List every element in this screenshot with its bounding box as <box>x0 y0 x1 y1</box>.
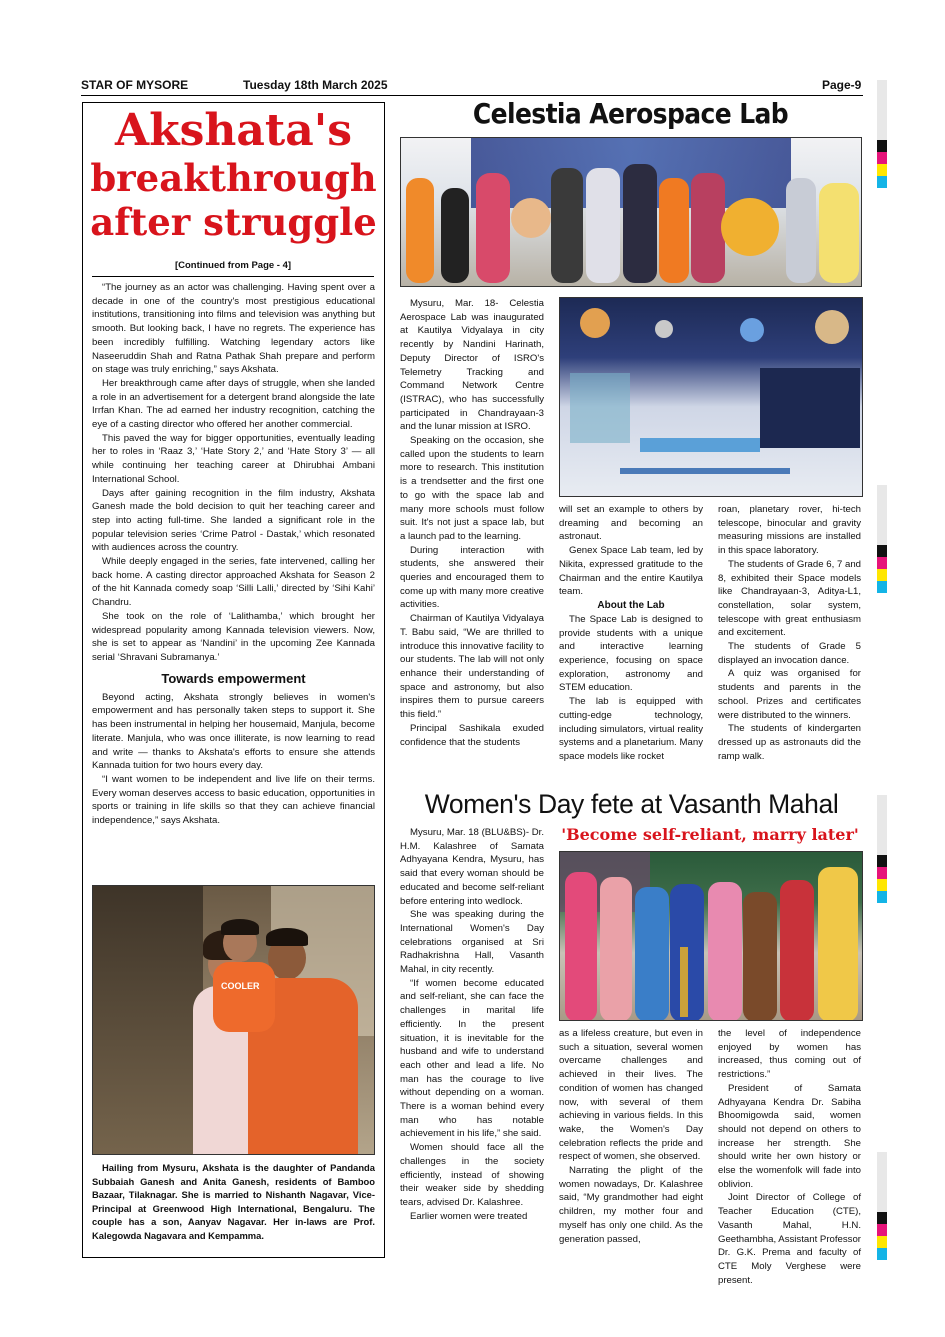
celestia-col2-para-1: will set an example to others by dreaming and becoming an astronaut. <box>559 504 703 543</box>
continued-rule <box>92 276 374 277</box>
womens-col1 <box>400 826 544 1223</box>
womens-col2-para-1: as a lifeless creature, but even in such a situation, several women overcame challenges and achieved in their lives. The condition of women has changed now, with several of them achieving in various fields. In this wake, the Women's Day celebration reflects the pride and respect of women, she observed. <box>559 1028 703 1163</box>
about-lab-subhead: About the Lab <box>597 599 665 611</box>
womens-subheadline: 'Become self-reliant, marry later' <box>561 825 859 844</box>
akshata-para-6: She took on the role of ‘Lalithamba,’ which brought her widespread popularity among Kannada television viewers. Now, she is set to appear as ‘Nandini’ in the upcoming Zee Kannada serial ‘Shravani Subramanya.’ <box>92 610 375 663</box>
registration-strip-middle <box>877 485 887 593</box>
page-number: Page-9 <box>822 78 862 92</box>
akshata-headline-line3: after struggle <box>90 200 377 244</box>
akshata-para-3: This paved the way for bigger opportunities, eventually leading her to roles in ‘Raaz 3,’ ‘Hate Story 2,’ and ‘Hate Story 3’ — all while continuing her teaching career at Dhirubhai Ambani International School. <box>92 432 375 485</box>
womens-day-photo <box>559 851 863 1021</box>
womens-col1-para-1: Mysuru, Mar. 18 (BLU&BS)- Dr. H.M. Kalashree of Samata Adhyayana Kendra, Mysuru, has said that every woman should be educated and become self-reliant before entering into wedlock. <box>400 827 544 907</box>
celestia-col1-para-4: Chairman of Kautilya Vidyalaya T. Babu said, “We are thrilled to introduce this innovative facility to our students. The lab will not only enhance their understanding of space and astronomy, but also inspires them to pursue careers this field.” <box>400 613 544 721</box>
celestia-col3-para-5: The students of kindergarten dressed up as astronauts did the ramp walk. <box>718 723 861 762</box>
womens-col2-para-2: Narrating the plight of the women nowadays, Dr. Kalashree said, “My grandmother had eight children, my mother four and myself has only one child. As the generation passed, <box>559 1165 703 1245</box>
womens-col1-para-2: She was speaking during the International Women's Day celebrations organised at Sri Radhakrishna Hall, Vasanth Mahal, in city recently. <box>400 909 544 976</box>
shirt-print: COOLER <box>221 981 260 991</box>
akshata-headline-line2: breakthrough <box>90 156 377 200</box>
space-lab-photo <box>559 297 863 497</box>
womens-col3 <box>718 1027 861 1287</box>
celestia-col3-para-3: The students of Grade 5 displayed an invocation dance. <box>718 641 861 666</box>
akshata-caption-text: Hailing from Mysuru, Akshata is the daughter of Pandanda Subbaiah Ganesh and Anita Ganesh, residents of Bamboo Bazaar, Tilaknagar. She is married to Nishanth Nagavar, Vice-Principal at Greenwood High International, Bengaluru. The couple has a son, Aanyav Nagavar. Her in-laws are Prof. Kalegowda Nagavara and Kempamma. <box>92 1162 375 1241</box>
akshata-caption <box>92 1161 375 1243</box>
akshata-para-7: Beyond acting, Akshata strongly believes in women's empowerment and has personally taken steps to support it. She has been instrumental in helping her housemaid, Manjula, become literate. Manjula, who was once illiterate, is now learning to read and write — thanks to Akshata's efforts to ensure she attends Kannada tuition for two hours every day. <box>92 691 375 772</box>
akshata-headline-line1: Akshata's <box>115 105 352 156</box>
celestia-col2-para-4: The lab is equipped with cutting-edge technology, including simulators, virtual reality systems and a planetarium. Many space models like rocket <box>559 696 703 762</box>
celestia-col1-para-5: Principal Sashikala exuded confidence that the students <box>400 722 544 748</box>
womens-col1-para-3: “If women become educated and self-reliant, she can face the challenges in marital life efficiently. In the present situation, it is inevitable for the husband and wife to understand each other and lead a life. No man has the courage to live without depending on a woman. There is a woman behind every man who has notable achievement in his life,” she said. <box>400 977 544 1140</box>
womens-col1-para-4: Women should face all the challenges in the society efficiently, instead of showing their weaker side by shedding tears, advised Dr. Kalashree. <box>400 1142 544 1208</box>
akshata-subhead: Towards empowerment <box>161 670 306 686</box>
womens-col3-para-2: President of Samata Adhyayana Kendra Dr. Sabiha Bhoomigowda said, women should not depend on others to increase her strength. She should write her own history or else the womenfolk will fade into oblivion. <box>718 1082 861 1190</box>
akshata-family-photo <box>92 885 375 1155</box>
celestia-col3-para-4: A quiz was organised for students and parents in the school. Prizes and certificates were distributed to the winners. <box>718 668 861 721</box>
womens-col3-para-3: Joint Director of College of Teacher Education (CTE), Vasanth Mahal, H.N. Geethambha, Assistant Professor Dr. G.K. Prema and faculty of CTE Moly Verghese were present. <box>718 1192 861 1286</box>
celestia-col2-para-2: Genex Space Lab team, led by Nikita, expressed gratitude to the Chairman and the entire Kautilya team. <box>559 545 703 598</box>
celestia-col2-para-3: The Space Lab is designed to provide students with a unique and interactive learning experience, focusing on space exploration, astronomy and STEM education. <box>559 613 703 694</box>
womens-col3-para-1: the level of independence enjoyed by women has increased, thus coming out of restrictions.” <box>718 1028 861 1081</box>
celestia-col3-para-1: roan, planetary rover, hi-tech telescope, binocular and gravity measuring missions are installed in this space laboratory. <box>718 504 861 557</box>
celestia-col1-para-3: During interaction with students, she answered their queries and encouraged them to come up with many more creative activities. <box>400 544 544 611</box>
akshata-para-8: “I want women to be independent and live life on their terms. Every woman deserves access to basic education, opportunities in sports or training in life skills so that they can achieve financial independence,” says Akshata. <box>92 773 375 827</box>
paper-name: STAR OF MYSORE <box>81 78 189 92</box>
continued-note: [Continued from Page - 4] <box>174 260 292 271</box>
celestia-col1-para-1: Mysuru, Mar. 18- Celestia Aerospace Lab was inaugurated at Kautilya Vidyalaya in city recently by Nandini Harinath, Deputy Director of ISRO's Telemetry Tracking and Command Network Centre (ISTRAC), who has successfully participated in Chandrayaan-3 and the lunar mission at ISRO. <box>400 298 544 433</box>
celestia-col3-para-2: The students of Grade 6, 7 and 8, exhibited their Space models like Chandrayaan-3, Aditya-L1, constellation, solar system, telescope with great enthusiasm and excitement. <box>718 558 861 639</box>
issue-date: Tuesday 18th March 2025 <box>243 78 388 92</box>
celestia-group-photo <box>400 137 862 287</box>
celestia-col1 <box>400 297 544 749</box>
womens-col2 <box>559 1027 703 1246</box>
womens-col1-para-5: Earlier women were treated <box>410 1210 528 1222</box>
akshata-headline <box>85 106 382 244</box>
akshata-body <box>92 281 375 828</box>
registration-strip-lower <box>877 795 887 903</box>
celestia-col3 <box>718 503 861 763</box>
celestia-col2 <box>559 503 703 764</box>
akshata-para-1: “The journey as an actor was challenging. Having spent over a decade in one of the country's most prestigious educational institutions, transitioning into films and television was anything but smooth. But looking back, I have no regrets. The experience has been incredibly fulfilling. Watching legendary actors like Naseeruddin Shah and Ratna Pathak Shah prepare and perform on stage was truly enriching,” says Akshata. <box>92 282 375 376</box>
akshata-para-4: Days after gaining recognition in the film industry, Akshata Ganesh made the bold decision to quit her teaching career and step into acting full-time. She landed a significant role in the popular television series ‘Crime Patrol - Dastak,’ which resonated with audiences across the country. <box>92 487 375 554</box>
celestia-col1-para-2: Speaking on the occasion, she called upon the students to learn more to research. This institution is a trendsetter and the first one to go with the space lab and many more schools must follow suit. It's not just a space lab, but a launch pad to the learning. <box>400 435 544 542</box>
womens-day-headline: Women's Day fete at Vasanth Mahal <box>424 789 839 819</box>
registration-strip-bottom <box>877 1152 887 1260</box>
akshata-para-5: While deeply engaged in the series, fate intervened, calling her back home. A casting director approached Akshata for Season 2 of the hit Kannada comedy soap ‘Silli Lalli,’ directed by ‘Sihi Kahi’ Chandru. <box>92 556 375 609</box>
registration-strip-top <box>877 80 887 188</box>
celestia-headline: Celestia Aerospace Lab <box>472 97 789 130</box>
akshata-para-2: Her breakthrough came after days of struggle, when she landed a role in an advertisement for a detergent brand alongside the late Irrfan Khan. The ad earned her industry recognition, catching the eye of a casting director who offered her another commercial. <box>92 377 375 431</box>
